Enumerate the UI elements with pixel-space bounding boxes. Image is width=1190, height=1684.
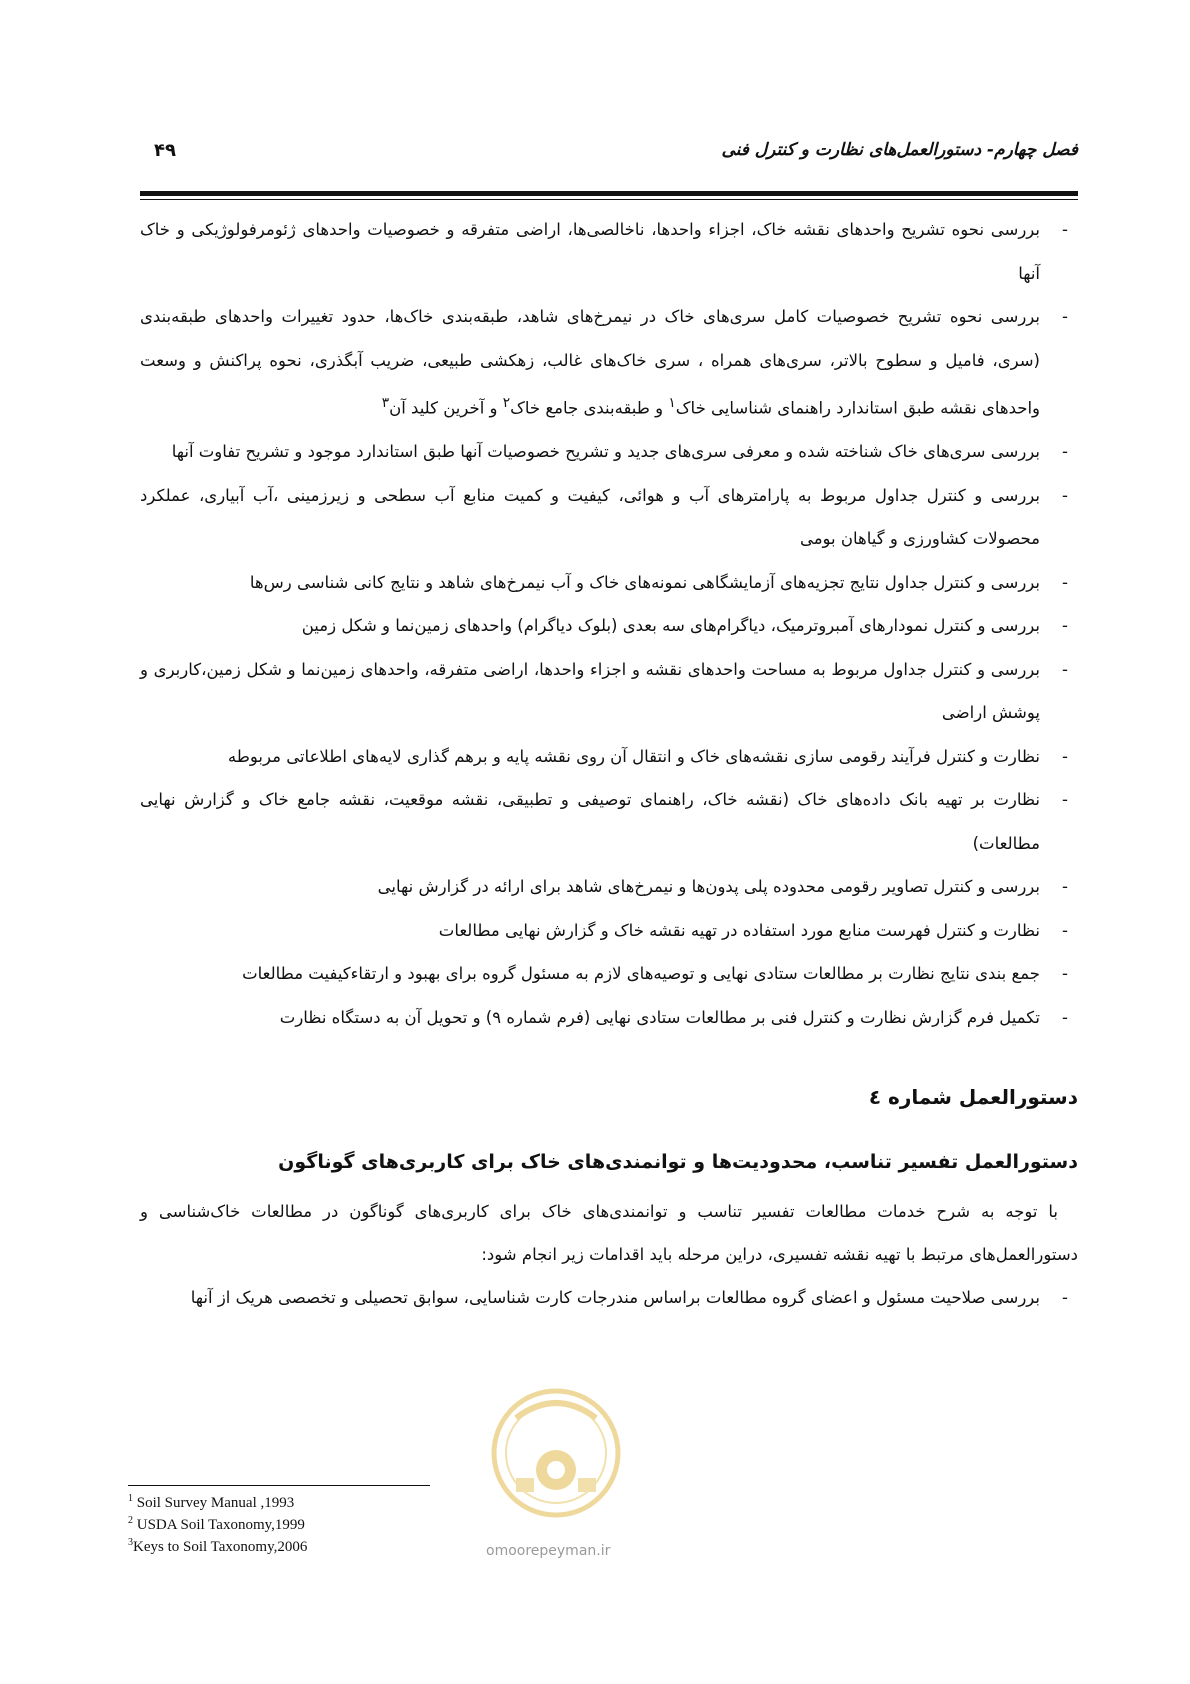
list-item: - بررسی و کنترل تصاویر رقومی محدوده پلی پدون‌ها و نیمرخ‌های شاهد برای ارائه در گزارش نهایی <box>140 865 1078 909</box>
page-header <box>140 140 1078 170</box>
list-item: - بررسی و کنترل نمودارهای آمبروترمیک، دیاگرام‌های سه بعدی (بلوک دیاگرام) واحدهای زمین‌نما و شکل زمین <box>140 604 1078 648</box>
bullet-dash: - <box>1062 877 1068 896</box>
footnote: $^3$Keys to Soil Taxonomy,2006 <box>128 1537 308 1555</box>
footnote: $^2$ USDA Soil Taxonomy,1999 <box>128 1515 305 1533</box>
bullet-dash: - <box>1062 572 1068 592</box>
footnote-ref-3[interactable]: ۳ <box>381 395 390 411</box>
list-item: - بررسی سری‌های خاک شناخته شده و معرفی سری‌های جدید و تشریح خصوصیات آنها طبق استاندارد موجود و تشریح تفاوت آنها <box>140 430 1078 474</box>
bullet-dash: - <box>1062 659 1068 679</box>
list-item: - نظارت بر تهیه بانک داده‌های خاک (نقشه خاک، راهنمای توصیفی و تطبیقی، نقشه موقعیت، نقشه جامع خاک و گزارش نهایی مطالعات) <box>140 778 1078 865</box>
section-title: دستورالعمل شماره ٤ <box>868 1085 1078 1109</box>
bullet-dash: - <box>1062 746 1068 766</box>
footnotes <box>128 1490 307 1556</box>
review-items-list <box>140 208 1078 1039</box>
list-item: - بررسی نحوه تشریح خصوصیات کامل سری‌های خاک در نیمرخ‌های شاهد، طبقه‌بندی خاک‌ها، حدود تغییرات واحدهای طبقه‌بندی (سری، فامیل و سطوح بالاتر، سری‌های همراه ، سری خاک‌های غالب، زهکشی طبیعی، ضریب آبگذری، نحوه پراکنش و وسعت واحدهای نقشه طبق استاندارد راهنمای شناسایی خاک$^۱$ و طبقه‌بندی جامع خاک$^۲$ و آخرین کلید آن$^۳$ <box>140 295 1078 430</box>
header-rule-thick <box>140 191 1078 196</box>
chapter-title: فصل چهارم- دستورالعمل‌های نظارت و کنترل فنی <box>721 140 1078 160</box>
footnote: $^1$ Soil Survey Manual ,1993 <box>128 1493 295 1511</box>
bullet-dash: - <box>1062 616 1068 635</box>
section-items-list <box>140 1276 1078 1319</box>
footnote-ref-2[interactable]: ۲ <box>502 395 511 411</box>
header-rule-thin <box>140 199 1078 200</box>
watermark-site: omoorepeyman.ir <box>486 1543 611 1559</box>
list-item: - تکمیل فرم گزارش نظارت و کنترل فنی بر مطالعات ستادی نهایی (فرم شماره ۹) و تحویل آن به دستگاه نظارت <box>140 996 1078 1040</box>
list-item: - نظارت و کنترل فرآیند رقومی سازی نقشه‌های خاک و انتقال آن روی نقشه پایه و برهم گذاری لایه‌های اطلاعاتی مربوطه <box>140 735 1078 779</box>
list-item: - بررسی صلاحیت مسئول و اعضای گروه مطالعات براساس مندرجات کارت شناسایی، سوابق تحصیلی و تخصصی هریک از آنها <box>140 1276 1078 1319</box>
page-number: ۴۹ <box>154 140 176 161</box>
list-item: - بررسی و کنترل جداول مربوط به مساحت واحدهای نقشه و اجزاء واحدها، اراضی متفرقه، واحدهای زمین‌نما و شکل زمین،کاربری و پوشش اراضی <box>140 648 1078 735</box>
footnote-rule <box>128 1485 430 1486</box>
list-item: - بررسی نحوه تشریح واحدهای نقشه خاک، اجزاء واحدها، ناخالصی‌ها، اراضی متفرقه و خصوصیات واحدهای ژئومرفولوژیکی و خاک آنها <box>140 208 1078 295</box>
bullet-dash: - <box>1062 220 1068 239</box>
list-item: - جمع بندی نتایج نظارت بر مطالعات ستادی نهایی و توصیه‌های لازم به مسئول گروه برای بهبود و ارتقاءکیفیت مطالعات <box>140 952 1078 996</box>
section-subtitle: دستورالعمل تفسیر تناسب، محدودیت‌ها و توانمندی‌های خاک برای کاربری‌های گوناگون <box>278 1151 1078 1173</box>
list-item: - بررسی و کنترل جداول مربوط به پارامترهای آب و هوائی، کیفیت و کمیت منابع آب سطحی و زیرزمینی ،آب آبیاری، عملکرد محصولات کشاورزی و گیاهان بومی <box>140 474 1078 561</box>
bullet-dash: - <box>1062 442 1068 461</box>
intro-paragraph: با توجه به شرح خدمات مطالعات تفسیر تناسب و توانمندی‌های خاک برای کاربری‌های گوناگون در مطالعات خاک‌شناسی و دستورالعمل‌های مرتبط با تهیه نقشه تفسیری، دراین مرحله باید اقدامات زیر انجام شود: <box>140 1202 1078 1264</box>
bullet-dash: - <box>1062 485 1068 505</box>
list-item: - بررسی و کنترل جداول نتایج تجزیه‌های آزمایشگاهی نمونه‌های خاک و آب نیمرخ‌های شاهد و نتایج کانی شناسی رس‌ها <box>140 561 1078 605</box>
bullet-dash: - <box>1062 307 1068 326</box>
bullet-dash: - <box>1062 790 1068 809</box>
bullet-dash: - <box>1062 1007 1068 1027</box>
page-body <box>140 208 1078 1319</box>
footnote-ref-1[interactable]: ۱ <box>668 395 676 411</box>
bullet-dash: - <box>1062 1288 1068 1307</box>
list-item: - نظارت و کنترل فهرست منابع مورد استفاده در تهیه نقشه خاک و گزارش نهایی مطالعات <box>140 909 1078 953</box>
bullet-dash: - <box>1062 920 1068 940</box>
bullet-dash: - <box>1062 964 1068 983</box>
watermark-logo-icon <box>486 1378 626 1528</box>
